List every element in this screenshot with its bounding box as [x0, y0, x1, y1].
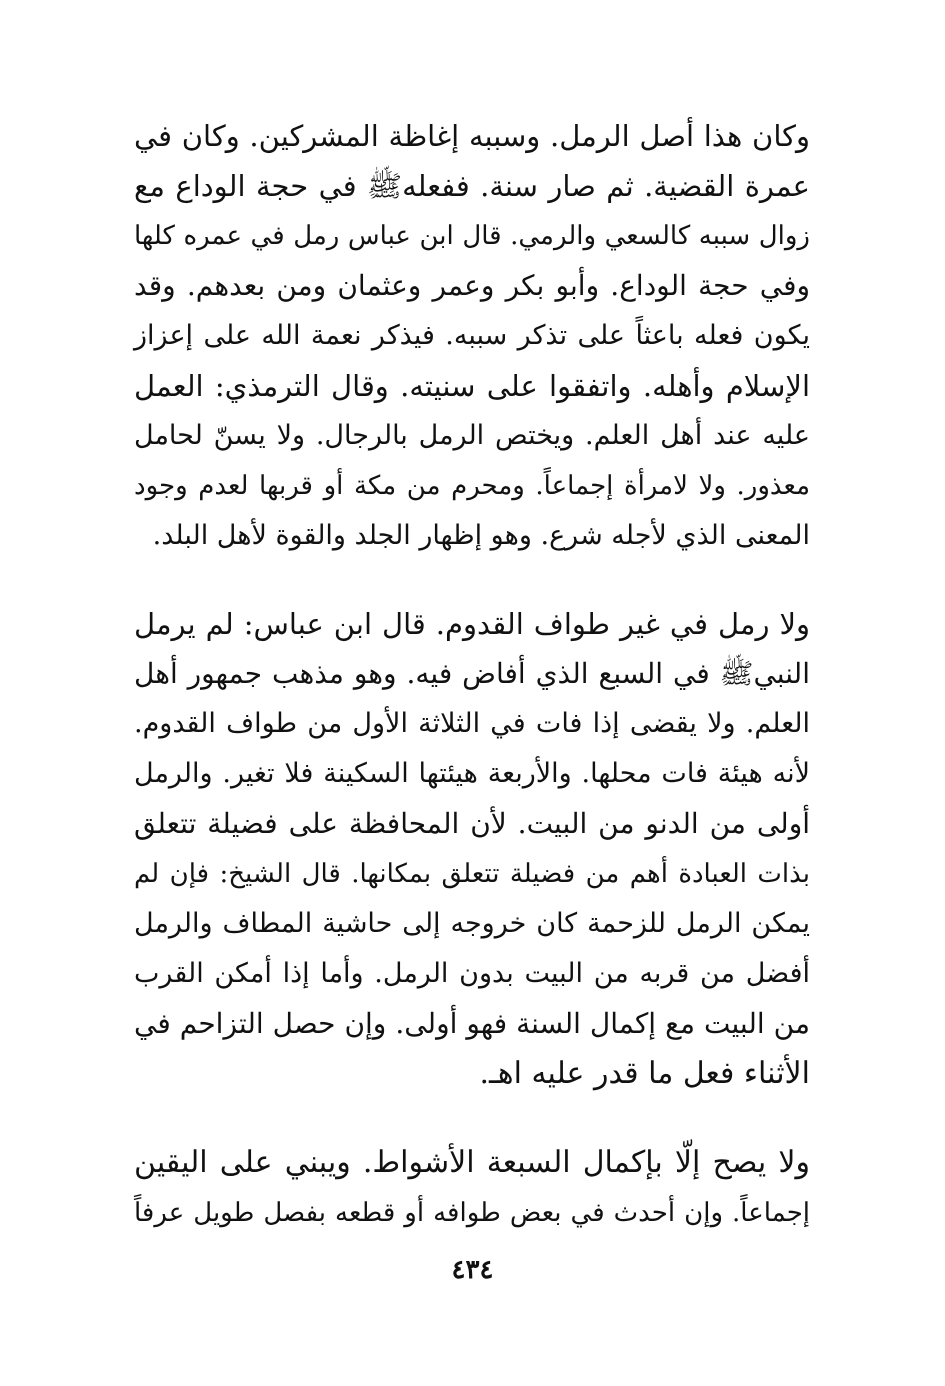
paragraph-line: عمرة القضية. ثم صار سنة. ففعلهﷺ في حجة الوداع مع — [134, 169, 810, 203]
paragraph-line: النبيﷺ في السبع الذي أفاض فيه. وهو مذهب جمهور أهل — [134, 657, 810, 690]
paragraph-line: ولا رمل في غير طواف القدوم. قال ابن عباس: لم يرمل — [134, 607, 810, 641]
paragraph-line: أفضل من قربه من البيت بدون الرمل. وأما إذا أمكن القرب — [134, 958, 810, 989]
paragraph-line: وفي حجة الوداع. وأبو بكر وعمر وعثمان ومن بعدهم. وقد — [134, 269, 810, 302]
paragraph-line: لأنه هيئة فات محلها. والأربعة هيئتها السكينة فلا تغير. والرمل — [134, 758, 810, 789]
paragraph-2 — [134, 599, 810, 1099]
paragraph-line: يمكن الرمل للزحمة كان خروجه إلى حاشية المطاف والرمل — [134, 908, 810, 939]
paragraph-line: من البيت مع إكمال السنة فهو أولى. وإن حصل التزاحم في — [134, 1007, 810, 1040]
paragraph-1 — [134, 111, 810, 561]
paragraph-line: ولا يصح إلّا بإكمال السبعة الأشواط. ويبني على اليقين — [134, 1145, 810, 1180]
paragraph-line: عليه عند أهل العلم. ويختص الرمل بالرجال. ولا يسنّ لحامل — [134, 420, 810, 451]
paragraph-line: معذور. ولا لامرأة إجماعاً. ومحرم من مكة أو قربها لعدم وجود — [134, 471, 810, 501]
paragraph-line: العلم. ولا يقضى إذا فات في الثلاثة الأول من طواف القدوم. — [134, 708, 810, 739]
paragraph-line: وكان هذا أصل الرمل. وسببه إغاظة المشركين. وكان في — [134, 119, 810, 153]
paragraph-3 — [134, 1138, 810, 1238]
paragraph-line: المعنى الذي لأجله شرع. وهو إظهار الجلد والقوة لأهل البلد. — [152, 520, 810, 551]
paragraph-line: أولى من الدنو من البيت. لأن المحافظة على فضيلة تتعلق — [134, 807, 810, 840]
paragraph-line: الإسلام وأهله. واتفقوا على سنيته. وقال الترمذي: العمل — [134, 369, 810, 403]
paragraph-line: زوال سببه كالسعي والرمي. قال ابن عباس رمل في عمره كلها — [134, 221, 810, 251]
paragraph-line: يكون فعله باعثاً على تذكر سببه. فيذكر نعمة الله على إعزاز — [134, 320, 810, 351]
page-number: ٤٣٤ — [451, 1255, 494, 1285]
paragraph-line: الأثناء فعل ما قدر عليه اهـ. — [479, 1056, 810, 1091]
paragraph-line: بذات العبادة أهم من فضيلة تتعلق بمكانها. قال الشيخ: فإن لم — [134, 859, 810, 889]
paragraph-line: إجماعاً. وإن أحدث في بعض طوافه أو قطعه بفصل طويل عرفاً — [134, 1198, 810, 1228]
